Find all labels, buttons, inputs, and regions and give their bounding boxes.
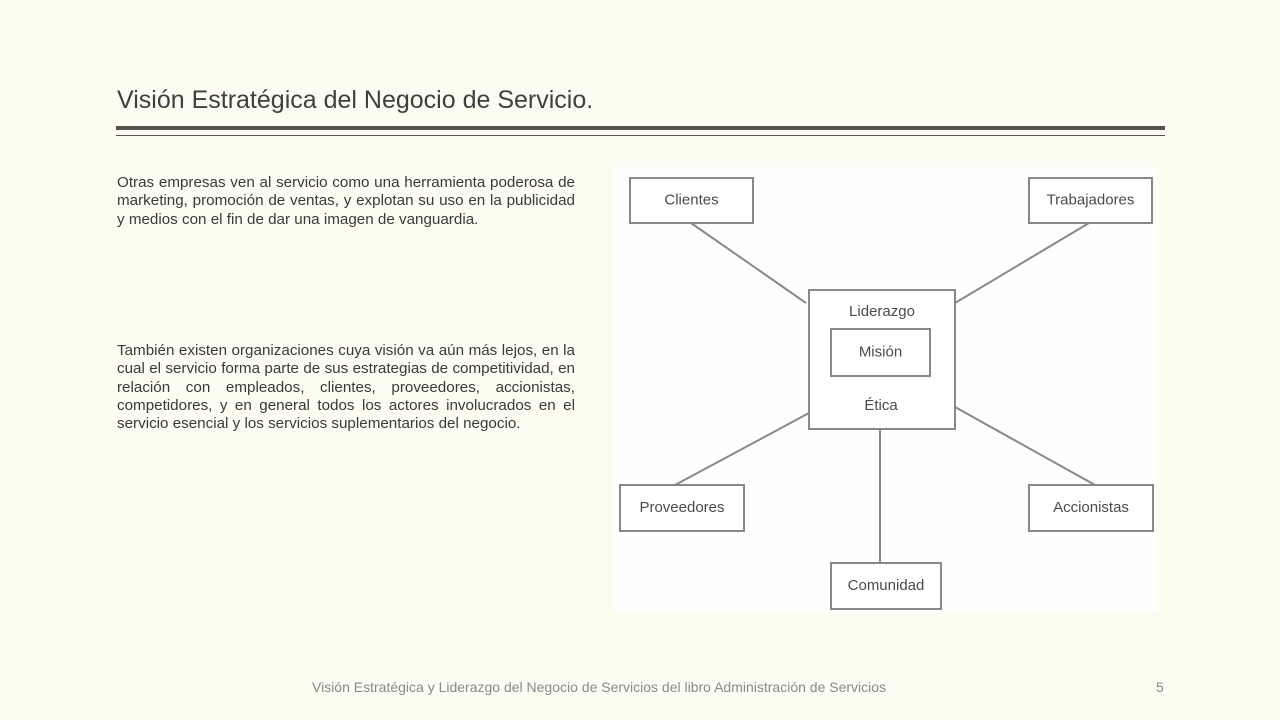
slide-title: Visión Estratégica del Negocio de Servicio.	[117, 86, 594, 114]
center-inner-label: Misión	[858, 343, 903, 361]
body-paragraph-1: Otras empresas ven al servicio como una herramienta poderosa de marketing, promoción de ventas, y explotan su uso en la publicidad y medios con el fin de dar una imagen de vanguardia.	[117, 174, 575, 228]
diagram-canvas	[613, 167, 1157, 612]
center-bottom-label: Ética	[864, 396, 898, 414]
page-number: 5	[1156, 679, 1164, 695]
node-comunidad-label: Comunidad	[847, 576, 925, 594]
connector-proveedores	[675, 413, 809, 485]
title-rule-thin	[116, 135, 1165, 136]
title-rule-thick	[116, 126, 1165, 130]
connector-clientes	[691, 223, 806, 303]
node-trabajadores-label: Trabajadores	[1046, 191, 1135, 209]
node-accionistas-label: Accionistas	[1053, 498, 1129, 516]
node-clientes-label: Clientes	[664, 191, 719, 209]
body-paragraph-2: También existen organizaciones cuya visión va aún más lejos, en la cual el servicio forma parte de sus estrategias de competitividad, en relación con empleados, clientes, proveedores, accionistas, competidores, y en general todos los actores involucrados en el servicio esencial y los servicios suplementarios del negocio.	[117, 342, 575, 433]
node-proveedores	[620, 485, 744, 531]
connector-trabajadores	[955, 223, 1089, 303]
node-proveedores-label: Proveedores	[639, 498, 725, 516]
node-accionistas	[1029, 485, 1153, 531]
center-top-label: Liderazgo	[849, 302, 915, 320]
stakeholder-diagram	[613, 167, 1157, 612]
connector-accionistas	[955, 407, 1095, 485]
node-trabajadores	[1029, 178, 1152, 223]
footer-text: Visión Estratégica y Liderazgo del Negocio de Servicios del libro Administración de Servicios	[312, 679, 887, 695]
node-comunidad	[831, 563, 941, 609]
node-center	[809, 290, 955, 429]
node-clientes	[630, 178, 753, 223]
